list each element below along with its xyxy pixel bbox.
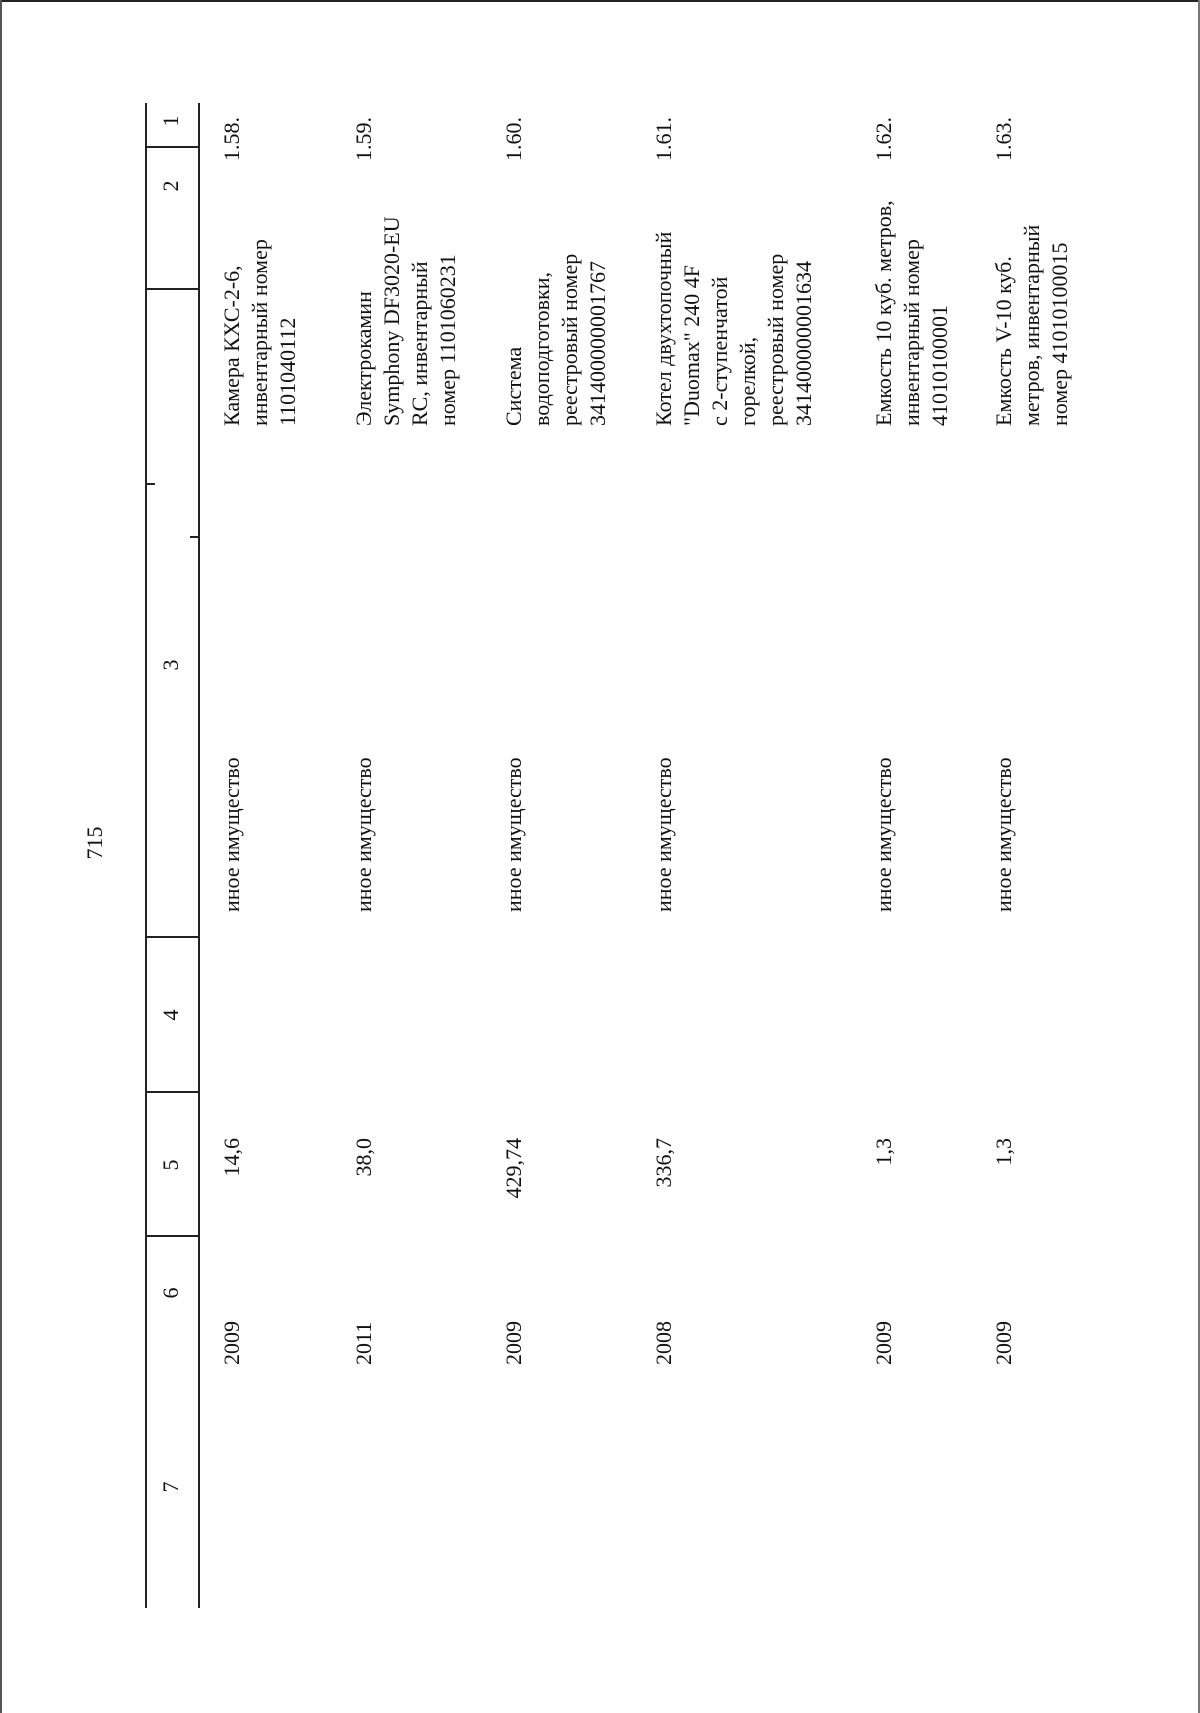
row-name-line: 1101040112 — [275, 317, 300, 426]
header-separator — [145, 1091, 200, 1093]
row-name-line: Котел двухтопочный — [651, 231, 676, 426]
row-name-line: Камера КХС-2-6, — [219, 265, 244, 426]
row-year: 2009 — [991, 1321, 1016, 1365]
row-property-type: иное имущество — [871, 757, 896, 912]
row-year: 2011 — [351, 1321, 376, 1365]
row-name-line: инвентарный номер — [247, 239, 272, 426]
row-property-type: иное имущество — [501, 757, 526, 912]
row-name-line: номер 1101060231 — [435, 254, 460, 426]
header-separator — [145, 288, 200, 290]
row-name-line: Электрокамин — [351, 291, 376, 426]
header-separator — [145, 1235, 200, 1237]
row-name-line: номер 41010100015 — [1047, 242, 1072, 426]
row-value: 14,6 — [219, 1138, 244, 1177]
row-name-line: 341400000001634 — [791, 261, 816, 426]
column-header-7: 7 — [158, 1481, 183, 1493]
row-name-line: метров, инвентарный — [1019, 224, 1044, 426]
column-header-3: 3 — [158, 659, 183, 671]
column-header-6: 6 — [158, 1287, 183, 1299]
row-value: 336,7 — [651, 1138, 676, 1188]
page-number: 715 — [82, 826, 107, 860]
row-number: 1.58. — [219, 117, 244, 161]
row-name-line: Система — [501, 346, 526, 426]
row-name-line: Емкость 10 куб. метров, — [871, 200, 896, 426]
row-name-line: инвентарный номер — [899, 239, 924, 426]
row-value: 429,74 — [501, 1138, 526, 1199]
row-year: 2009 — [871, 1321, 896, 1365]
row-number: 1.63. — [991, 117, 1016, 161]
header-top-rule — [145, 103, 147, 1608]
row-name-line: Емкость V-10 куб. — [991, 256, 1016, 426]
row-name-line: водоподготовки, — [529, 272, 554, 426]
column-header-4: 4 — [158, 1009, 183, 1021]
row-value: 1,3 — [871, 1138, 896, 1166]
row-number: 1.60. — [501, 117, 526, 161]
row-value: 38,0 — [351, 1138, 376, 1177]
row-property-type: иное имущество — [219, 757, 244, 912]
row-name-line: Symphony DF3020-EU — [379, 216, 404, 426]
row-property-type: иное имущество — [991, 757, 1016, 912]
row-property-type: иное имущество — [651, 757, 676, 912]
column-header-2: 2 — [158, 180, 183, 192]
row-name-line: реестровый номер — [763, 253, 788, 426]
row-name-line: 41010100001 — [927, 305, 952, 426]
row-number: 1.62. — [871, 117, 896, 161]
row-year: 2009 — [219, 1321, 244, 1365]
row-number: 1.61. — [651, 117, 676, 161]
header-separator — [145, 936, 200, 938]
row-name-line: RC, инвентарный — [407, 261, 432, 426]
row-value: 1,3 — [991, 1138, 1016, 1166]
row-name-line: с 2-ступенчатой — [707, 276, 732, 426]
column-header-5: 5 — [158, 1159, 183, 1171]
row-name-line: 341400000001767 — [585, 261, 610, 426]
row-property-type: иное имущество — [351, 757, 376, 912]
row-name-line: "Duomax" 240 4F — [679, 265, 704, 426]
row-name-line: реестровый номер — [557, 253, 582, 426]
row-year: 2008 — [651, 1321, 676, 1365]
row-year: 2009 — [501, 1321, 526, 1365]
column-header-1: 1 — [158, 115, 183, 127]
header-bottom-rule — [198, 103, 200, 1608]
row-number: 1.59. — [351, 117, 376, 161]
row-name-line: горелкой, — [735, 336, 760, 426]
